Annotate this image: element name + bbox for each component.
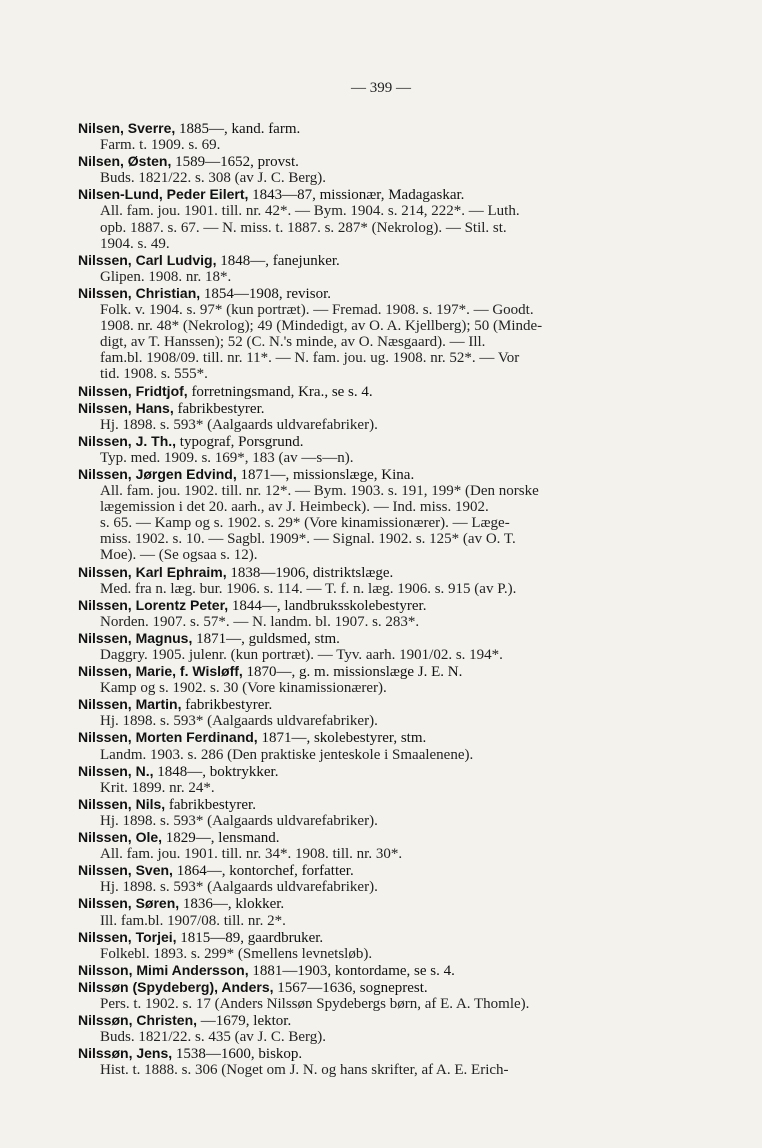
- entry-description: 1843—87, missionær, Madagaskar.: [248, 187, 465, 204]
- entry-description: 1885—, kand. farm.: [175, 121, 301, 137]
- entry-reference-line: tid. 1908. s. 555*.: [100, 366, 208, 383]
- entry-description: 1589—1652, provst.: [171, 154, 299, 171]
- entry-reference-line: Krit. 1899. nr. 24*.: [100, 779, 215, 796]
- entry-description: 1567—1636, sogneprest.: [273, 979, 428, 996]
- entry-heading: [78, 1045, 658, 1062]
- entry-reference-line: All. fam. jou. 1902. till. nr. 12*. — Bym. 1903. s. 191, 199* (Den norske: [100, 483, 539, 500]
- entry-heading: [78, 796, 658, 813]
- entry-reference-line: fam.bl. 1908/09. till. nr. 11*. — N. fam. jou. ug. 1908. nr. 52*. — Vor: [100, 350, 520, 367]
- entry-heading: [78, 663, 658, 680]
- entry-heading: [78, 929, 658, 946]
- index-entry: [78, 433, 658, 466]
- entry-description: 1871—, guldsmed, stm.: [192, 630, 340, 647]
- index-entry: [78, 285, 658, 383]
- entry-heading: [78, 630, 658, 647]
- entry-name: Nilssen, Nils,: [78, 795, 166, 812]
- index-entry: [78, 829, 658, 862]
- entry-description: 1871—, missionslæge, Kina.: [236, 466, 415, 483]
- index-entry: [78, 466, 658, 564]
- entry-description: fabrikbestyrer.: [181, 697, 273, 714]
- entry-heading: [78, 829, 658, 846]
- entry-reference-line: Norden. 1907. s. 57*. — N. landm. bl. 1907. s. 283*.: [100, 613, 420, 630]
- index-entry: [78, 763, 658, 796]
- entry-name: Nilssen, Fridtjof,: [78, 382, 188, 399]
- index-entry: [78, 400, 658, 433]
- entry-name: Nilssøn, Christen,: [78, 1012, 198, 1029]
- entry-name: Nilssen, Carl Ludvig,: [78, 251, 217, 268]
- index-entry: [78, 153, 658, 186]
- entry-reference-line: Hist. t. 1888. s. 306 (Noget om J. N. og hans skrifter, af A. E. Erich-: [100, 1062, 509, 1079]
- index-entry: [78, 383, 658, 400]
- entry-reference-line: lægemission i det 20. aarh., av J. Heimbeck). — Ind. miss. 1902.: [100, 499, 489, 516]
- entry-reference-line: All. fam. jou. 1901. till. nr. 42*. — Bym. 1904. s. 214, 222*. — Luth.: [100, 203, 520, 220]
- entry-heading: [78, 400, 658, 417]
- entry-name: Nilssen, Søren,: [78, 895, 180, 912]
- entry-heading: [78, 564, 658, 581]
- entry-description: 1848—, boktrykker.: [153, 763, 279, 780]
- index-entry: [78, 979, 658, 1012]
- entry-reference-line: Ill. fam.bl. 1907/08. till. nr. 2*.: [100, 912, 286, 929]
- entry-description: 1844—, landbruksskolebestyrer.: [228, 597, 427, 614]
- entry-description: 1538—1600, biskop.: [172, 1046, 303, 1063]
- entry-heading: [78, 433, 658, 450]
- page-number: — 399 —: [351, 80, 411, 96]
- entry-heading: [78, 1012, 658, 1029]
- entry-name: Nilssen, Torjei,: [78, 928, 177, 945]
- entry-description: 1838—1906, distriktslæge.: [226, 564, 394, 581]
- entry-reference-line: Folk. v. 1904. s. 97* (kun portræt). — Fremad. 1908. s. 197*. — Goodt.: [100, 302, 534, 319]
- index-entry: [78, 120, 658, 153]
- entry-description: typograf, Porsgrund.: [176, 433, 304, 450]
- entry-reference-line: All. fam. jou. 1901. till. nr. 34*. 1908. till. nr. 30*.: [100, 846, 403, 863]
- index-entry: [78, 630, 658, 663]
- entry-name: Nilssøn, Jens,: [78, 1045, 173, 1062]
- entry-name: Nilssen, Morten Ferdinand,: [78, 729, 258, 746]
- index-entry: [78, 252, 658, 285]
- entry-heading: [78, 696, 658, 713]
- entry-heading: [78, 862, 658, 879]
- entry-name: Nilssen, Sven,: [78, 862, 173, 879]
- entry-reference-line: Glipen. 1908. nr. 18*.: [100, 268, 232, 285]
- entry-name: Nilssen, Magnus,: [78, 629, 193, 646]
- entry-name: Nilsson, Mimi Andersson,: [78, 961, 249, 978]
- entry-name: Nilssen, Jørgen Edvind,: [78, 465, 237, 482]
- entry-reference-line: Kamp og s. 1902. s. 30 (Vore kinamissionærer).: [100, 680, 387, 697]
- entry-description: 1848—, fanejunker.: [216, 252, 340, 269]
- entry-name: Nilssen, Marie, f. Wisløff,: [78, 663, 243, 680]
- entry-name: Nilssøn (Spydeberg), Anders,: [78, 978, 274, 995]
- index-entry: [78, 929, 658, 962]
- entry-description: 1881—1903, kontordame, se s. 4.: [248, 962, 455, 979]
- index-entry: [78, 1045, 658, 1078]
- entry-reference-line: Folkebl. 1893. s. 299* (Smellens levnetsløb).: [100, 945, 373, 962]
- index-entry: [78, 597, 658, 630]
- index-entry: [78, 962, 658, 979]
- entry-reference-line: 1904. s. 49.: [100, 235, 170, 252]
- index-entry: [78, 862, 658, 895]
- entry-heading: [78, 252, 658, 269]
- index-entry: [78, 895, 658, 928]
- entry-name: Nilsen, Østen,: [78, 153, 172, 170]
- index-entry: [78, 186, 658, 251]
- index-entry: [78, 696, 658, 729]
- entry-reference-line: Buds. 1821/22. s. 435 (av J. C. Berg).: [100, 1029, 326, 1046]
- entry-reference-line: Farm. t. 1909. s. 69.: [100, 137, 221, 154]
- entry-reference-line: Daggry. 1905. julenr. (kun portræt). — Tyv. aarh. 1901/02. s. 194*.: [100, 647, 503, 663]
- index-entry: [78, 663, 658, 696]
- entry-heading: [78, 763, 658, 780]
- entry-heading: [78, 962, 658, 979]
- entry-reference-line: 1908. nr. 48* (Nekrolog); 49 (Mindedigt, av O. A. Kjellberg); 50 (Minde-: [100, 318, 543, 335]
- entry-description: fabrikbestyrer.: [165, 796, 256, 813]
- entry-name: Nilssen, N.,: [78, 762, 154, 779]
- index-entry: [78, 796, 658, 829]
- entry-list: [78, 120, 658, 1078]
- entry-reference-line: Hj. 1898. s. 593* (Aalgaards uldvarefabriker).: [100, 713, 378, 730]
- entry-description: 1870—, g. m. missionslæge J. E. N.: [242, 664, 463, 681]
- entry-heading: [78, 186, 658, 203]
- entry-name: Nilssen, Christian,: [78, 284, 201, 301]
- entry-reference-line: Hj. 1898. s. 593* (Aalgaards uldvarefabriker).: [100, 879, 378, 896]
- entry-heading: [78, 153, 658, 170]
- entry-reference-line: Buds. 1821/22. s. 308 (av J. C. Berg).: [100, 170, 326, 187]
- entry-heading: [78, 120, 658, 137]
- entry-reference-line: Landm. 1903. s. 286 (Den praktiske jenteskole i Smaalenene).: [100, 746, 474, 763]
- entry-description: 1871—, skolebestyrer, stm.: [257, 730, 427, 747]
- entry-heading: [78, 466, 658, 483]
- index-entry: [78, 564, 658, 597]
- entry-reference-line: Moe). — (Se ogsaa s. 12).: [100, 547, 258, 564]
- entry-name: Nilssen, Hans,: [78, 399, 174, 416]
- entry-heading: [78, 729, 658, 746]
- entry-reference-line: s. 65. — Kamp og s. 1902. s. 29* (Vore kinamissionærer). — Læge-: [100, 515, 510, 532]
- entry-reference-line: Hj. 1898. s. 593* (Aalgaards uldvarefabriker).: [100, 416, 378, 433]
- entry-name: Nilssen, J. Th.,: [78, 432, 177, 449]
- entry-description: 1829—, lensmand.: [162, 830, 280, 847]
- entry-description: forretningsmand, Kra., se s. 4.: [187, 383, 373, 400]
- entry-name: Nilsen, Sverre,: [78, 120, 176, 136]
- index-entry: [78, 1012, 658, 1045]
- entry-reference-line: digt, av T. Hanssen); 52 (C. N.'s minde, av O. Næsgaard). — Ill.: [100, 334, 486, 351]
- entry-reference-line: Pers. t. 1902. s. 17 (Anders Nilssøn Spydebergs børn, af E. A. Thomle).: [100, 995, 530, 1012]
- entry-name: Nilsen-Lund, Peder Eilert,: [78, 186, 249, 203]
- entry-name: Nilssen, Ole,: [78, 829, 163, 846]
- entry-reference-line: Med. fra n. læg. bur. 1906. s. 114. — T. f. n. læg. 1906. s. 915 (av P.).: [100, 580, 517, 597]
- entry-description: 1836—, klokker.: [179, 896, 285, 913]
- entry-heading: [78, 979, 658, 996]
- entry-reference-line: miss. 1902. s. 10. — Sagbl. 1909*. — Signal. 1902. s. 125* (av O. T.: [100, 531, 516, 548]
- entry-reference-line: Typ. med. 1909. s. 169*, 183 (av —s—n).: [100, 449, 354, 466]
- entry-name: Nilssen, Lorentz Peter,: [78, 596, 229, 613]
- entry-heading: [78, 285, 658, 302]
- entry-description: 1815—89, gaardbruker.: [176, 929, 324, 946]
- entry-name: Nilssen, Karl Ephraim,: [78, 563, 227, 580]
- entry-name: Nilssen, Martin,: [78, 696, 182, 713]
- entry-description: fabrikbestyrer.: [173, 400, 265, 417]
- entry-reference-line: Hj. 1898. s. 593* (Aalgaards uldvarefabriker).: [100, 812, 378, 829]
- entry-description: 1864—, kontorchef, forfatter.: [172, 863, 354, 880]
- entry-reference-line: opb. 1887. s. 67. — N. miss. t. 1887. s. 287* (Nekrolog). — Stil. st.: [100, 219, 507, 236]
- entry-heading: [78, 383, 658, 400]
- index-entry: [78, 729, 658, 762]
- entry-description: 1854—1908, revisor.: [200, 285, 331, 302]
- entry-description: —1679, lektor.: [197, 1013, 292, 1030]
- entry-heading: [78, 597, 658, 614]
- entry-heading: [78, 895, 658, 912]
